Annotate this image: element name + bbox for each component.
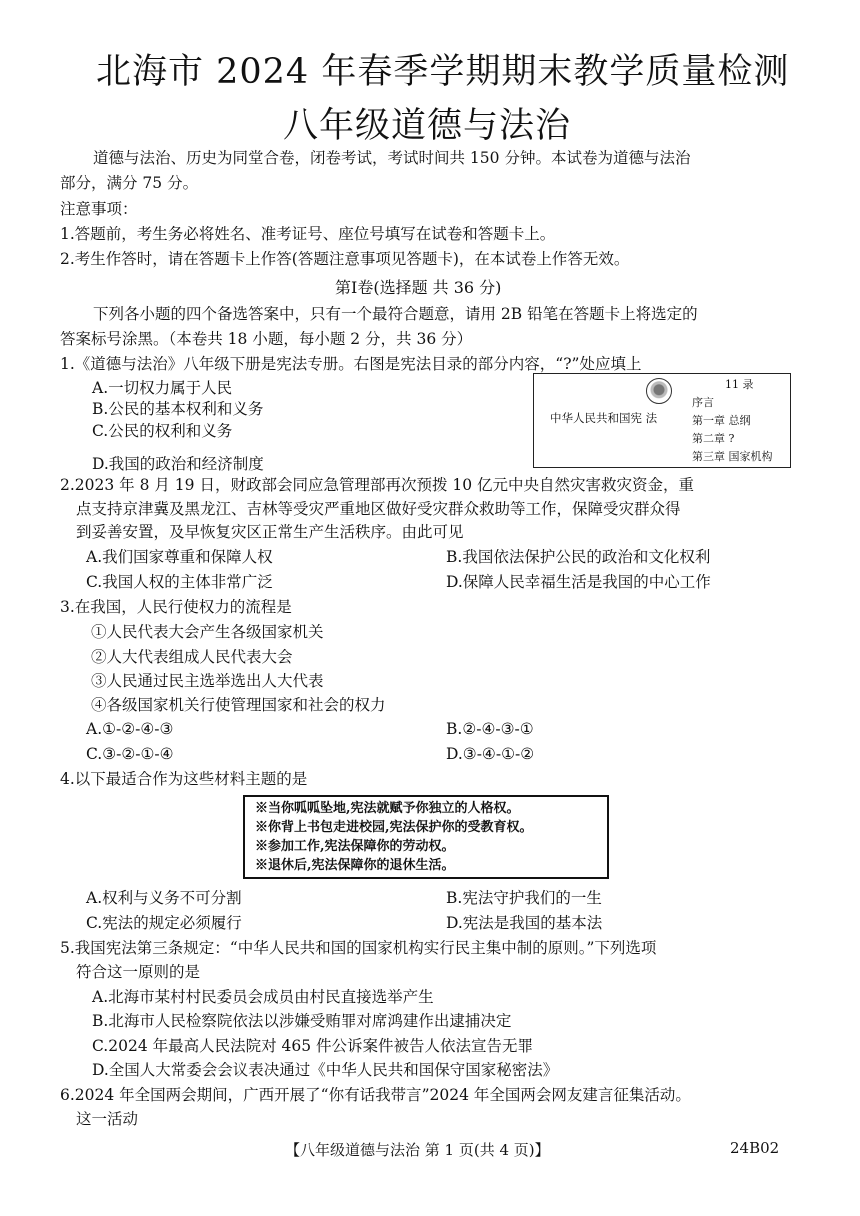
page-footer: 【八年级道德与法治 第 1 页(共 4 页)】 bbox=[285, 1141, 550, 1159]
paper-code: 24B02 bbox=[730, 1139, 780, 1157]
option-c: C.宪法的规定必须履行 bbox=[86, 914, 242, 932]
intro-paragraph-cont: 部分，满分 75 分。 bbox=[60, 174, 199, 192]
option-d: D.全国人大常委会会议表决通过《中华人民共和国保守国家秘密法》 bbox=[92, 1061, 559, 1079]
notes-title: 注意事项： bbox=[60, 200, 138, 218]
material-line: ※退休后,宪法保障你的退休生活。 bbox=[255, 858, 455, 873]
question-stem: 6.2024 年全国两会期间，广西开展了“你有话我带言”2024 年全国两会网友建言征集活动。 bbox=[60, 1086, 691, 1104]
option-c: C.我国人权的主体非常广泛 bbox=[86, 573, 273, 591]
constitution-name: 中华人民共和国宪 法 bbox=[550, 411, 658, 425]
section-instructions: 下列各小题的四个备选答案中，只有一个最符合题意，请用 2B 铅笔在答题卡上将选定的 bbox=[93, 305, 698, 323]
option-b: B.②-④-③-① bbox=[446, 720, 534, 738]
option-a: A.①-②-④-③ bbox=[86, 720, 174, 738]
toc-list bbox=[692, 376, 773, 466]
question-stem: 2.2023 年 8 月 19 日，财政部会同应急管理部再次预拨 10 亿元中央自然灾害救灾资金，重 bbox=[60, 476, 695, 494]
option-a: A.我们国家尊重和保障人权 bbox=[86, 548, 273, 566]
option-d: D.我国的政治和经济制度 bbox=[92, 455, 264, 473]
question-stem: 5.我国宪法第三条规定：“中华人民共和国的国家机构实行民主集中制的原则。”下列选项 bbox=[60, 939, 657, 957]
option-a: A.权利与义务不可分割 bbox=[86, 889, 242, 907]
option-b: B.宪法守护我们的一生 bbox=[446, 889, 602, 907]
option-b: B.我国依法保护公民的政治和文化权利 bbox=[446, 548, 711, 566]
option-b: B.公民的基本权利和义务 bbox=[92, 400, 264, 418]
option-c: C.2024 年最高人民法院对 465 件公诉案件被告人依法宣告无罪 bbox=[92, 1037, 534, 1055]
toc-heading: 11 录 bbox=[725, 378, 754, 391]
toc-entry: 第一章 总纲 bbox=[692, 414, 751, 427]
question-stem: 4.以下最适合作为这些材料主题的是 bbox=[60, 770, 308, 788]
constitution-toc-figure bbox=[533, 373, 791, 468]
list-item: ①人民代表大会产生各级国家机关 bbox=[91, 623, 324, 641]
option-a: A.北海市某村村民委员会成员由村民直接选举产生 bbox=[92, 988, 434, 1006]
section-title: 第Ⅰ卷(选择题 共 36 分) bbox=[335, 278, 502, 297]
material-line: ※参加工作,宪法保障你的劳动权。 bbox=[255, 839, 455, 854]
toc-entry: 第二章 ? bbox=[692, 432, 735, 445]
material-line: ※你背上书包走进校园,宪法保护你的受教育权。 bbox=[255, 820, 533, 835]
option-d: D.③-④-①-② bbox=[446, 745, 535, 763]
question-stem: 1.《道德与法治》八年级下册是宪法专册。右图是宪法目录的部分内容，“?”处应填上 bbox=[60, 355, 642, 373]
section-instructions-cont: 答案标号涂黑。（本卷共 18 小题，每小题 2 分，共 36 分） bbox=[60, 330, 473, 348]
list-item: ④各级国家机关行使管理国家和社会的权力 bbox=[91, 696, 386, 714]
note-item: 2.考生作答时，请在答题卡上作答(答题注意事项见答题卡)，在本试卷上作答无效。 bbox=[60, 250, 630, 268]
question-stem-cont: 到妥善安置，及早恢复灾区正常生产生活秩序。由此可见 bbox=[76, 523, 464, 541]
question-stem-cont: 这一活动 bbox=[76, 1110, 139, 1128]
intro-paragraph: 道德与法治、历史为同堂合卷，闭卷考试，考试时间共 150 分钟。本试卷为道德与法治 bbox=[93, 149, 691, 167]
question-stem: 3.在我国，人民行使权力的流程是 bbox=[60, 598, 292, 616]
national-emblem-icon bbox=[646, 378, 672, 404]
question-stem-cont: 点支持京津冀及黑龙江、吉林等受灾严重地区做好受灾群众救助等工作，保障受灾群众得 bbox=[76, 500, 681, 518]
option-a: A.一切权力属于人民 bbox=[92, 379, 233, 397]
option-b: B.北海市人民检察院依法以涉嫌受贿罪对席鸿建作出逮捕决定 bbox=[92, 1012, 512, 1030]
toc-entry: 序言 bbox=[692, 396, 714, 409]
subject-title: 八年级道德与法治 bbox=[283, 106, 572, 146]
question-stem-cont: 符合这一原则的是 bbox=[76, 963, 201, 981]
option-c: C.公民的权利和义务 bbox=[92, 422, 233, 440]
exam-title: 北海市 2024 年春季学期期末教学质量检测 bbox=[96, 52, 790, 92]
option-d: D.宪法是我国的基本法 bbox=[446, 914, 603, 932]
option-d: D.保障人民幸福生活是我国的中心工作 bbox=[446, 573, 711, 591]
material-line: ※当你呱呱坠地,宪法就赋予你独立的人格权。 bbox=[255, 801, 520, 816]
note-item: 1.答题前，考生务必将姓名、准考证号、座位号填写在试卷和答题卡上。 bbox=[60, 225, 556, 243]
toc-entry: 第三章 国家机构 bbox=[692, 450, 773, 463]
material-box bbox=[243, 795, 609, 879]
list-item: ②人大代表组成人民代表大会 bbox=[91, 648, 293, 666]
list-item: ③人民通过民主选举选出人大代表 bbox=[91, 672, 324, 690]
option-c: C.③-②-①-④ bbox=[86, 745, 174, 763]
